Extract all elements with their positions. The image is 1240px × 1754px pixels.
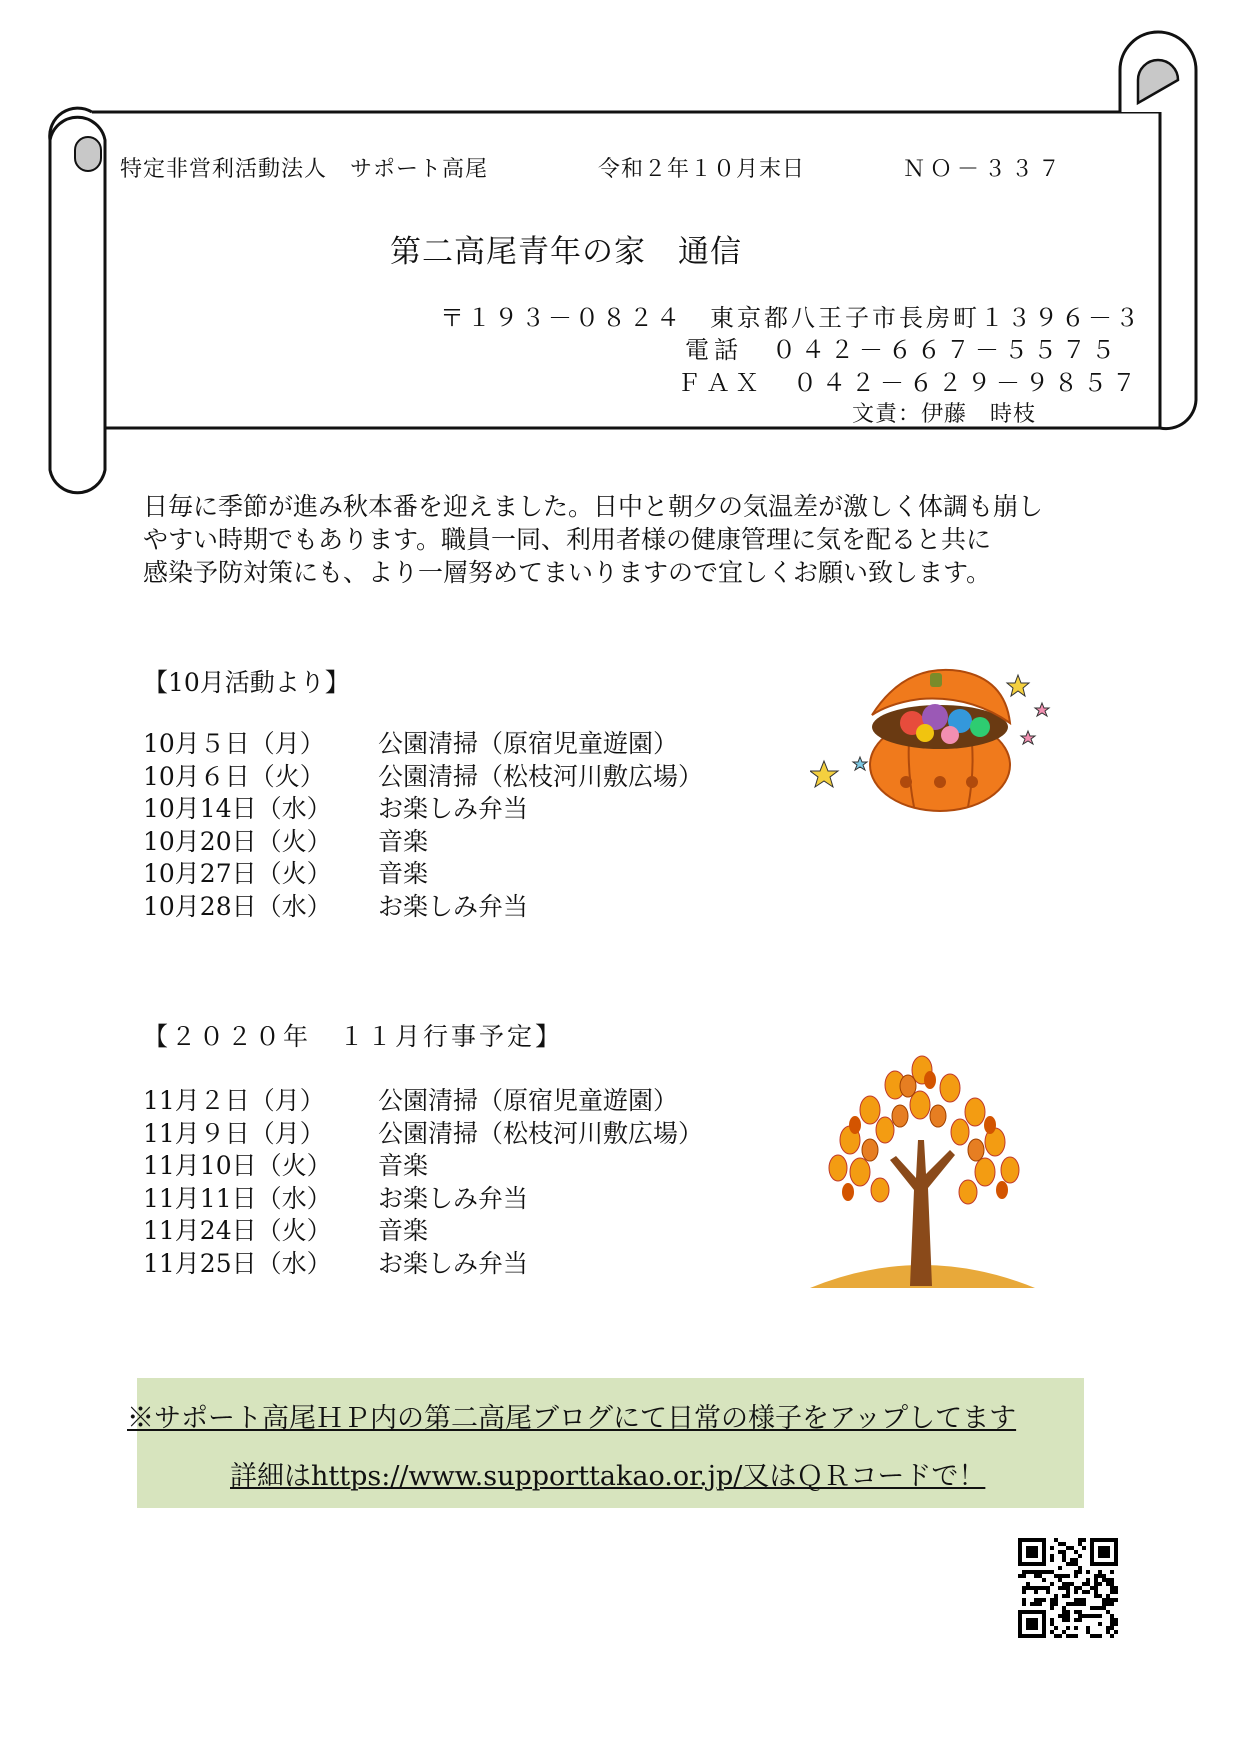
schedule-event: 音楽 <box>378 1216 429 1246</box>
schedule-date: 10月５日（月） <box>143 729 325 759</box>
november-schedule <box>143 1083 703 1278</box>
schedule-date: 10月14日（水） <box>143 794 332 824</box>
schedule-row <box>143 1181 703 1214</box>
intro-paragraph <box>143 490 1143 589</box>
author: 文責：伊藤 時枝 <box>852 402 1037 427</box>
schedule-date: 10月28日（水） <box>143 891 332 921</box>
phone-number: 電話 ０４２－６６７－５５７５ <box>685 336 1120 364</box>
schedule-date: 11月11日（水） <box>143 1183 332 1213</box>
fax-number: ＦＡＸ ０４２－６２９－９８５７ <box>677 369 1141 397</box>
schedule-row <box>143 1083 703 1116</box>
schedule-event: 音楽 <box>378 826 429 856</box>
october-heading: 【10月活動より】 <box>143 668 350 697</box>
schedule-row <box>143 1116 703 1149</box>
schedule-event: 音楽 <box>378 859 429 889</box>
schedule-date: 11月10日（火） <box>143 1151 332 1181</box>
issue-date: 令和２年１０月末日 <box>598 157 806 182</box>
schedule-date: 10月６日（火） <box>143 761 325 791</box>
schedule-date: 10月27日（火） <box>143 859 332 889</box>
blog-banner <box>127 1378 1084 1508</box>
schedule-row <box>143 1246 703 1279</box>
banner-url-text[interactable]: 詳細はhttps://www.supporttakao.or.jp/又はＱＲコードで！ <box>230 1461 986 1492</box>
schedule-row <box>143 759 703 792</box>
november-heading: 【２０２０年 １１月行事予定】 <box>143 1022 564 1051</box>
schedule-date: 11月24日（火） <box>143 1216 332 1246</box>
newsletter-title: 第二高尾青年の家 通信 <box>390 234 742 270</box>
schedule-date: 11月25日（水） <box>143 1248 332 1278</box>
schedule-row <box>143 824 703 857</box>
schedule-event: 音楽 <box>378 1151 429 1181</box>
intro-line: 感染予防対策にも、より一層努めてまいりますので宜しくお願い致します。 <box>143 558 992 587</box>
schedule-event: 公園清掃（松枝河川敷広場） <box>378 761 704 791</box>
autumn-tree-icon <box>810 1050 1035 1290</box>
banner-blog-text: ※サポート高尾ＨＰ内の第二高尾ブログにて日常の様子をアップしてます <box>127 1403 1017 1434</box>
schedule-row <box>143 889 703 922</box>
schedule-row <box>143 726 703 759</box>
schedule-date: 11月２日（月） <box>143 1086 325 1116</box>
schedule-event: お楽しみ弁当 <box>378 1248 529 1278</box>
schedule-row <box>143 1213 703 1246</box>
schedule-row <box>143 1148 703 1181</box>
schedule-event: 公園清掃（松枝河川敷広場） <box>378 1118 704 1148</box>
october-schedule <box>143 726 703 921</box>
schedule-event: お楽しみ弁当 <box>378 1183 529 1213</box>
schedule-date: 10月20日（火） <box>143 826 332 856</box>
org-name: 特定非営利活動法人 サポート高尾 <box>120 157 489 182</box>
schedule-event: 公園清掃（原宿児童遊園） <box>378 1086 679 1116</box>
schedule-event: 公園清掃（原宿児童遊園） <box>378 729 679 759</box>
schedule-event: お楽しみ弁当 <box>378 794 529 824</box>
postal-address: 〒１９３－０８２４ 東京都八王子市長房町１３９６－３ <box>440 304 1142 332</box>
intro-line: やすい時期でもあります。職員一同、利用者様の健康管理に気を配ると共に <box>143 525 992 554</box>
pumpkin-candy-icon <box>810 665 1060 815</box>
schedule-date: 11月９日（月） <box>143 1118 325 1148</box>
intro-line: 日毎に季節が進み秋本番を迎えました。日中と朝夕の気温差が激しく体調も崩し <box>143 492 1044 521</box>
issue-number: ＮＯ－３３７ <box>903 157 1066 182</box>
schedule-event: お楽しみ弁当 <box>378 891 529 921</box>
qr-code-icon[interactable] <box>1018 1538 1118 1638</box>
schedule-row <box>143 856 703 889</box>
schedule-row <box>143 791 703 824</box>
